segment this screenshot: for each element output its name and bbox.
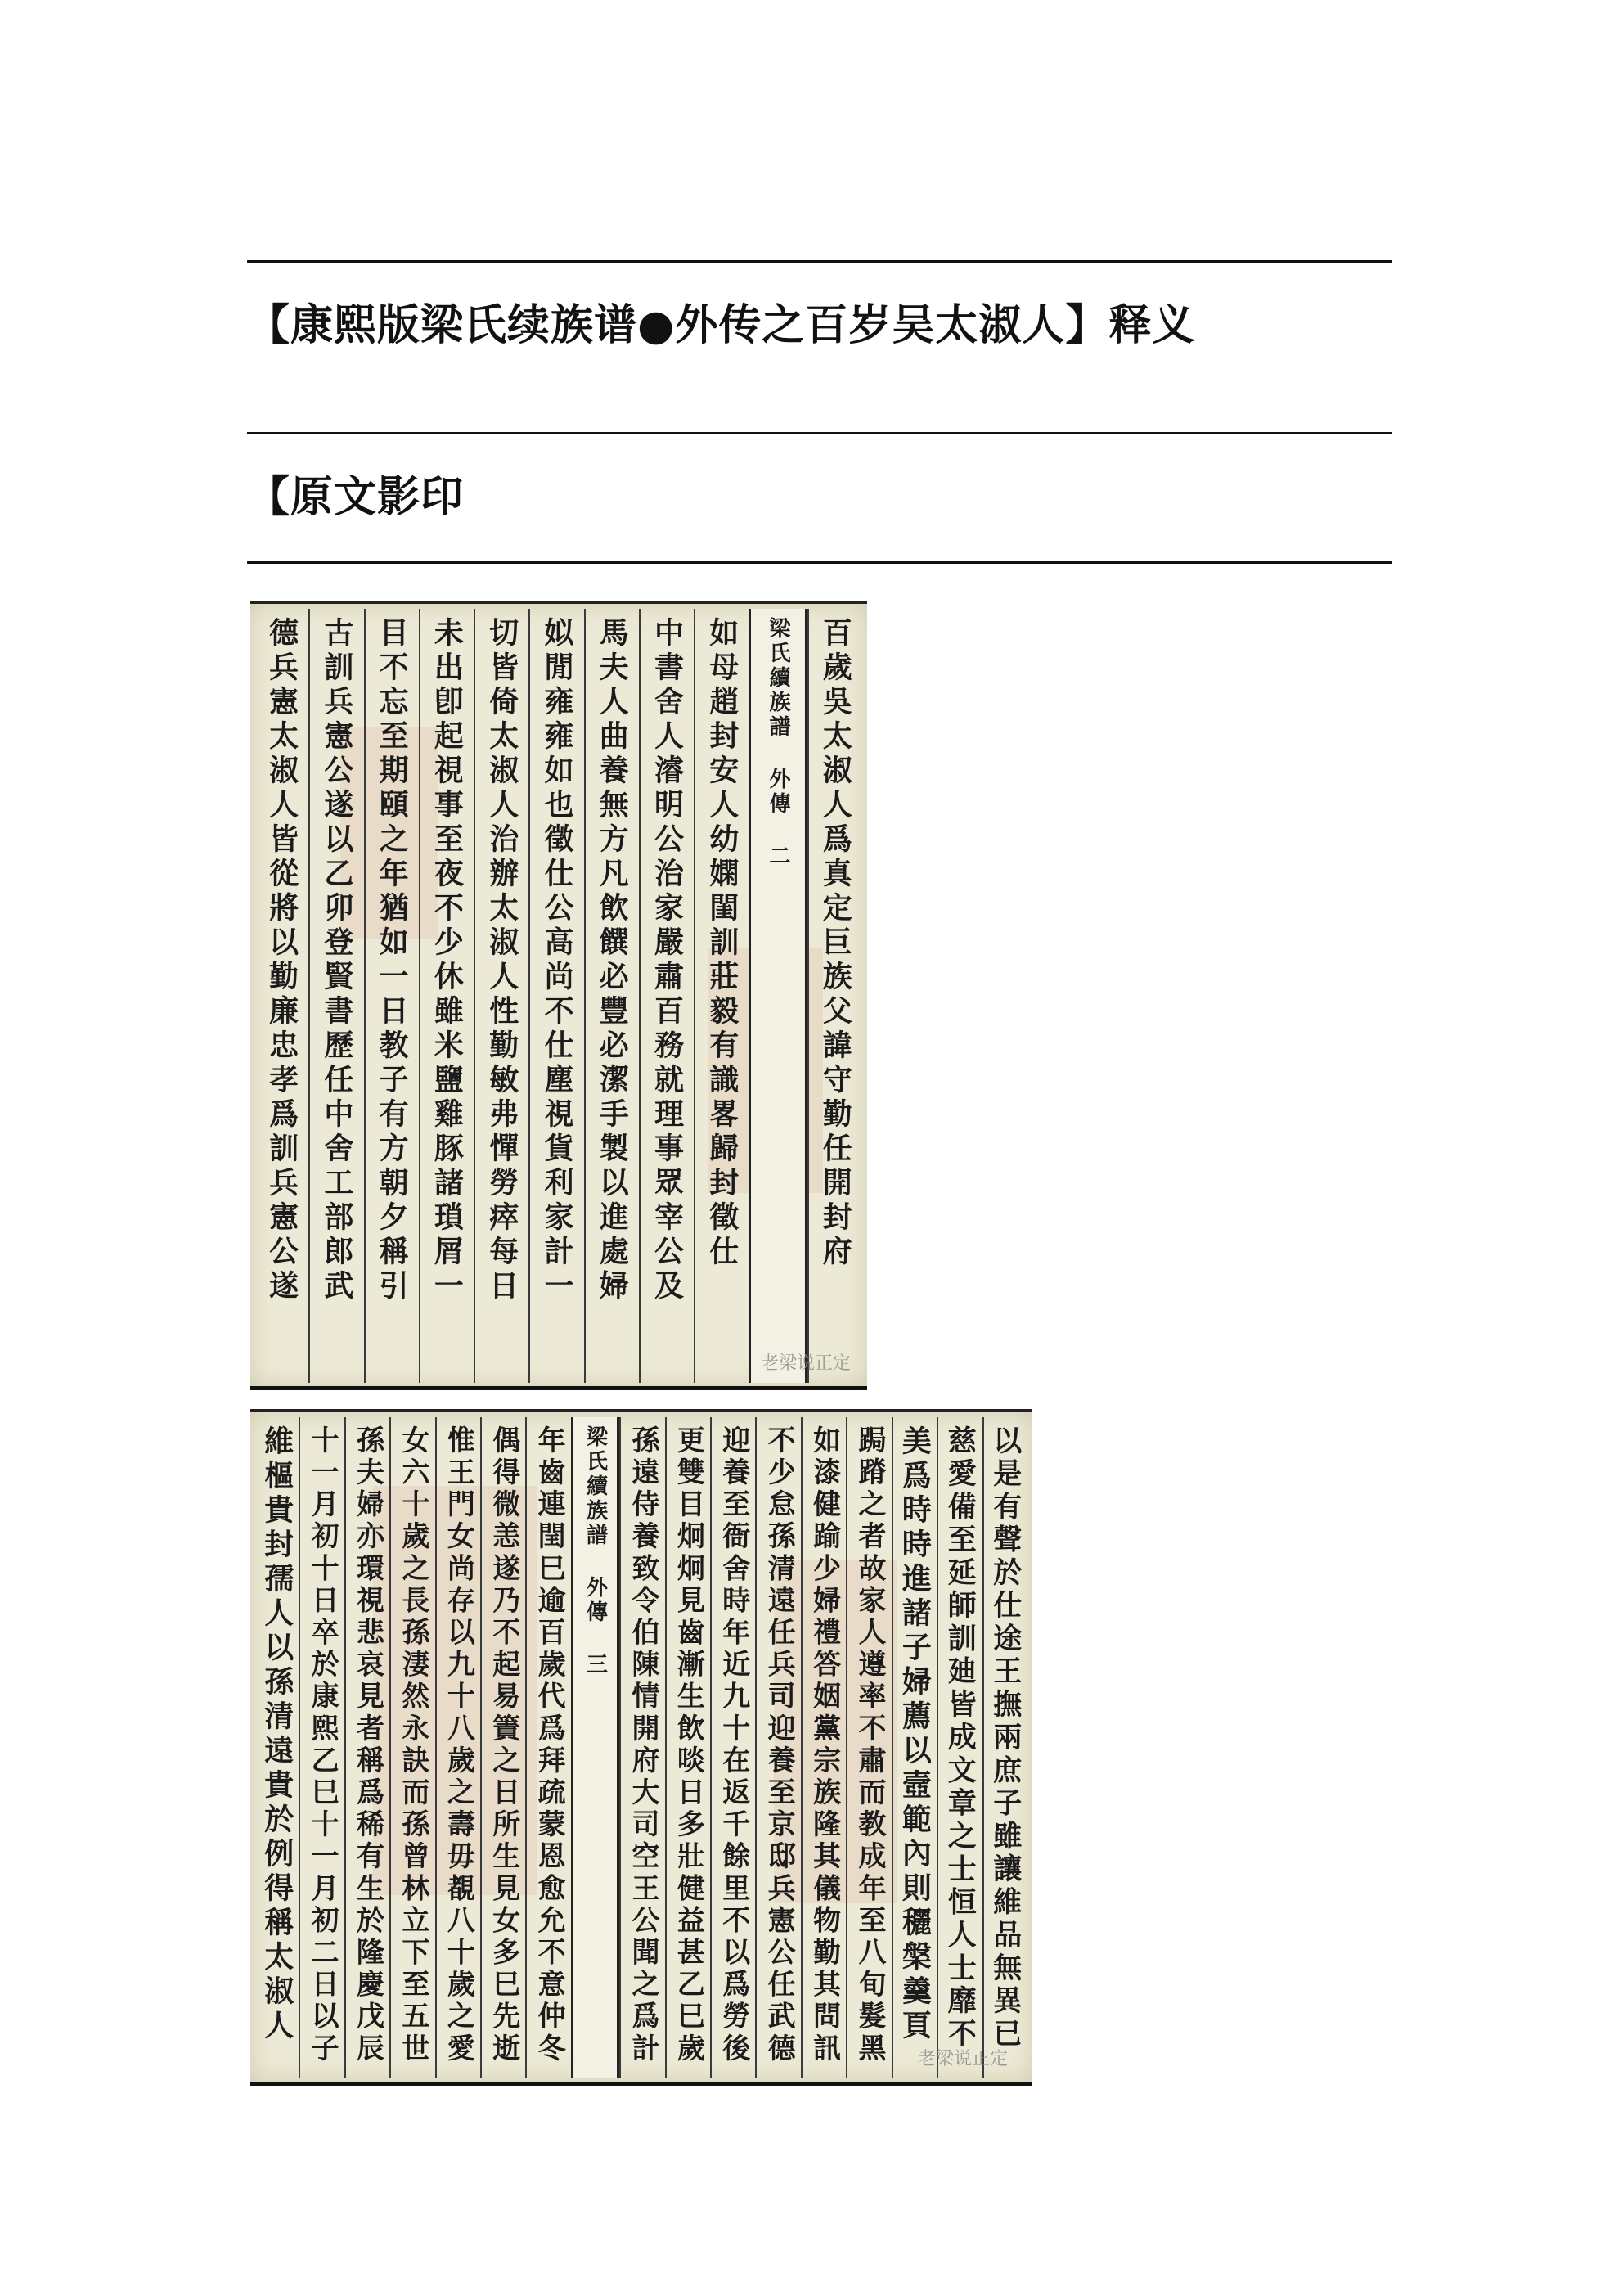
scan-column: 孫夫婦亦環視悲哀見者稱爲稀有生於隆慶戊辰 xyxy=(344,1417,389,2078)
section-rule-bottom xyxy=(247,561,1392,564)
scan-column: 維樞貴封孺人以孫清遠貴於例得稱太淑人 xyxy=(259,1425,294,2044)
scan-column: 美爲時時進諸子婦薦以壼範內則穲槃羹頁 xyxy=(892,1417,937,2078)
scan-column: 目不忘至期頤之年猶如一日教子有方朝夕稱引 xyxy=(364,609,419,1383)
scan-column: 如母趙封安人幼嫻閨訓莊毅有識畧歸封徵仕 xyxy=(694,609,749,1383)
top-rule xyxy=(247,260,1392,263)
scan-column: 惟王門女尚存以九十八歲之壽毋覩八十歲之愛 xyxy=(435,1417,480,2078)
scan-column: 跼蹐之者故家人遵率不肅而教成年至八旬髮黑 xyxy=(846,1417,891,2078)
scan-column: 十一月初十日卒於康熙乙巳十一月初二日以子 xyxy=(299,1417,344,2078)
scan-column: 女六十歲之長孫淒然永訣而孫曾林立下至五世 xyxy=(389,1417,434,2078)
watermark: 老梁说正定 xyxy=(760,1353,851,1374)
scan-column: 如漆健踰少婦禮答姻黨宗族隆其儀物勤其問訊 xyxy=(801,1417,846,2078)
scan-column: 孫遠侍養致令伯陳情開府大司空王公聞之爲計 xyxy=(619,1417,664,2078)
scan-center-column: 梁氏續族譜 外傳 二 xyxy=(749,609,807,1383)
section-heading: 【原文影印 xyxy=(247,472,465,522)
scan-column: 不少怠孫清遠任兵司迎養至京邸兵憲公任武德 xyxy=(755,1417,800,2078)
scan-column: 以是有聲於仕途王撫兩庶子雖讓維品無異已 xyxy=(982,1417,1027,2078)
scan-column: 馬夫人曲養無方凡飲饌必豐必潔手製以進處婦 xyxy=(584,609,639,1383)
scan-column: 切皆倚太淑人治辦太淑人性勤敏弗憚勞瘁每日 xyxy=(474,609,528,1383)
scan-column: 慈愛備至延師訓廸皆成文章之士恒人士靡不 xyxy=(937,1417,982,2078)
scan-column: 中書舍人濬明公治家嚴肅百務就理事眾宰公及 xyxy=(639,609,694,1383)
scan-column: 古訓兵憲公遂以乙卯登賢書歷任中舍工部郎武 xyxy=(308,609,363,1383)
watermark: 老梁说正定 xyxy=(917,2049,1008,2069)
scan-column: 迎養至衙舍時年近九十在返千餘里不以爲勞後 xyxy=(710,1417,755,2078)
scan-1-columns xyxy=(255,609,862,1383)
scan-column: 偶得微恙遂乃不起易簀之日所生見女多巳先逝 xyxy=(480,1417,525,2078)
scan-image-1 xyxy=(250,601,867,1390)
section-rule-top xyxy=(247,432,1392,434)
scan-column: 百歲吳太淑人爲真定巨族父諱守勤任開封府 xyxy=(807,609,862,1383)
scan-2-columns xyxy=(255,1417,1027,2078)
scan-column: 德兵憲太淑人皆從將以勤廉忠孝爲訓兵憲公遂 xyxy=(264,617,299,1304)
page-title: 【康熙版梁氏续族谱●外传之百岁吴太淑人】释义 xyxy=(247,300,1196,350)
scan-center-column: 梁氏續族譜 外傳 三 xyxy=(571,1417,619,2078)
scan-image-2 xyxy=(250,1409,1032,2086)
scan-column: 姒閒雍雍如也徵仕公高尚不仕塵視貨利家計一 xyxy=(528,609,583,1383)
scan-column: 更雙目炯炯見齒漸生飲啖日多壯健益甚乙巳歲 xyxy=(665,1417,710,2078)
scan-column: 年齒連閏巳逾百歲代爲拜疏蒙恩愈允不意仲冬 xyxy=(525,1417,570,2078)
scan-column: 未出卽起視事至夜不少休雖米鹽雞豚諸瑣屑一 xyxy=(419,609,474,1383)
